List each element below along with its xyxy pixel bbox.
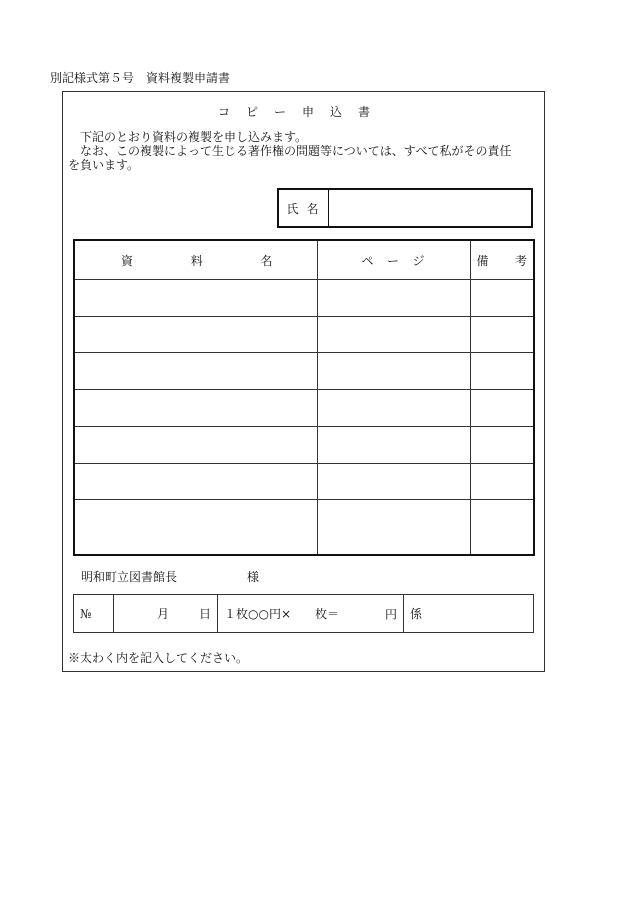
header-remarks [470, 240, 534, 280]
remarks-cell[interactable] [470, 353, 534, 390]
header-material [74, 240, 317, 280]
material-name-cell[interactable] [74, 500, 317, 555]
table-row [74, 316, 534, 353]
intro-line: を負います。 [68, 158, 140, 172]
yen-label: 円 [384, 607, 397, 621]
copy-fee-formula: １枚○○円× 枚＝ [224, 607, 339, 621]
header-page [317, 240, 470, 280]
title-char: ピ [246, 105, 259, 119]
table-row [74, 280, 534, 317]
name-box [277, 188, 533, 228]
material-name-cell[interactable] [74, 390, 317, 427]
instruction-note: ※太わく内を記入してください。 [68, 651, 249, 665]
header-char: 名 [260, 253, 273, 268]
day-label: 日 [198, 607, 211, 621]
page-cell[interactable] [317, 390, 470, 427]
month-label: 月 [156, 607, 169, 621]
header-char: ペ [361, 253, 374, 268]
staff-label: 係 [410, 607, 423, 621]
form-number: 別記様式第５号 資料複製申請書 [50, 71, 231, 85]
materials-table [73, 239, 535, 556]
office-use-row [74, 595, 534, 633]
title-char: ー [274, 105, 287, 119]
title-char: 書 [358, 105, 371, 119]
header-char: 考 [514, 253, 527, 268]
remarks-cell[interactable] [470, 390, 534, 427]
remarks-cell[interactable] [470, 500, 534, 555]
copy-fee-cell [218, 595, 404, 633]
remarks-cell[interactable] [470, 426, 534, 463]
date-cell [114, 595, 218, 633]
table-header-row [74, 240, 534, 280]
number-label: № [80, 606, 92, 621]
intro-line: なお、この複製によって生じる著作権の問題等については、すべて私がその責任 [80, 144, 512, 158]
material-name-cell[interactable] [74, 353, 317, 390]
title-char: 申 [302, 105, 315, 119]
table-row [74, 426, 534, 463]
page-cell[interactable] [317, 353, 470, 390]
page-cell[interactable] [317, 463, 470, 500]
material-name-cell[interactable] [74, 280, 317, 317]
remarks-cell[interactable] [470, 463, 534, 500]
staff-cell [404, 595, 534, 633]
title-char: コ [218, 105, 231, 119]
recipient [81, 568, 260, 585]
number-cell [74, 595, 114, 633]
office-use-table [73, 594, 534, 633]
table-row [74, 390, 534, 427]
header-char: ー [386, 253, 399, 268]
header-char: 備 [476, 253, 489, 268]
table-row [74, 463, 534, 500]
document-title [218, 103, 386, 120]
remarks-cell[interactable] [470, 280, 534, 317]
header-char: ジ [412, 253, 425, 268]
page-cell[interactable] [317, 316, 470, 353]
remarks-cell[interactable] [470, 316, 534, 353]
intro-text [68, 130, 543, 172]
name-field[interactable] [329, 190, 531, 226]
page-cell[interactable] [317, 280, 470, 317]
header-char: 料 [190, 253, 203, 268]
intro-line: 下記のとおり資料の複製を申し込みます。 [80, 130, 308, 144]
material-name-cell[interactable] [74, 463, 317, 500]
name-label: 氏名 [279, 190, 329, 226]
page-cell[interactable] [317, 500, 470, 555]
table-row [74, 353, 534, 390]
header-char: 資 [121, 253, 134, 268]
recipient-name: 明和町立図書館長 [81, 570, 178, 584]
table-row [74, 500, 534, 555]
title-char: 込 [330, 105, 343, 119]
material-name-cell[interactable] [74, 316, 317, 353]
page-cell[interactable] [317, 426, 470, 463]
material-name-cell[interactable] [74, 426, 317, 463]
recipient-honorific: 様 [247, 570, 260, 584]
